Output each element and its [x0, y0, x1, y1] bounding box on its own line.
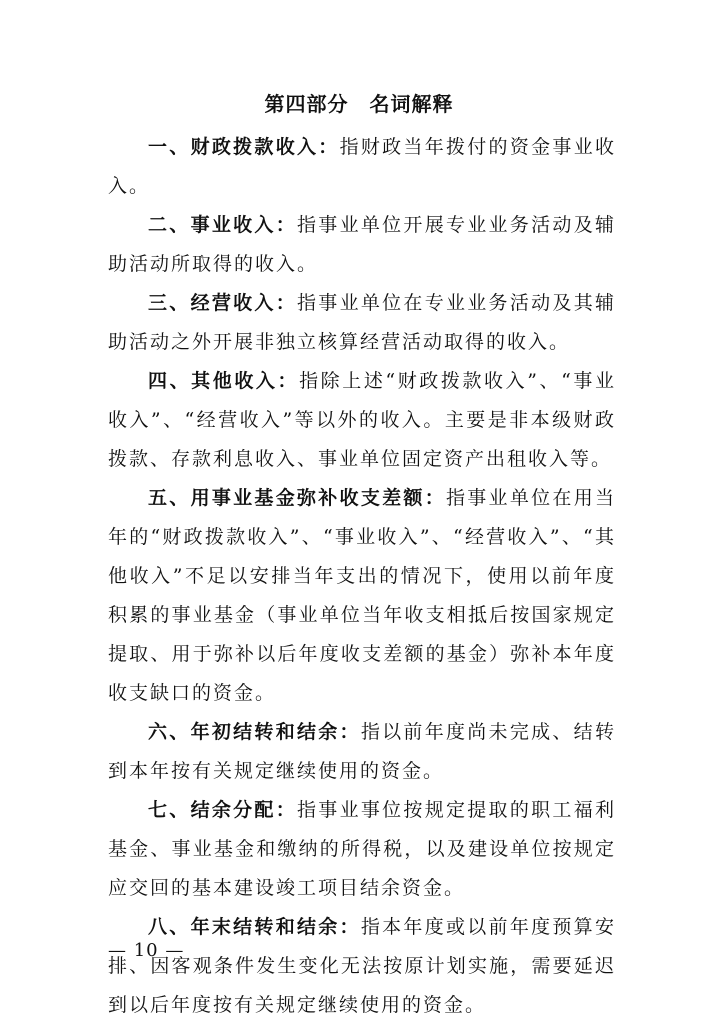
glossary-definition: 指事业单位开展专业业务活动及辅助活动所取得的收入。 [108, 214, 616, 275]
glossary-definition: 指事业单位在专业业务活动及其辅助活动之外开展非独立核算经营活动取得的收入。 [108, 292, 616, 353]
glossary-term: 六、年初结转和结余： [148, 721, 361, 743]
glossary-term: 四、其他收入： [148, 370, 300, 392]
page-title: 第四部分 名词解释 [264, 92, 454, 116]
glossary-term: 二、事业收入： [148, 214, 297, 236]
glossary-term: 三、经营收入： [148, 292, 297, 314]
glossary-term: 七、结余分配： [148, 799, 297, 821]
glossary-item [108, 284, 616, 362]
glossary-item [108, 128, 616, 206]
glossary-term: 八、年末结转和结余： [148, 916, 361, 938]
glossary-item [108, 362, 616, 479]
glossary-item [108, 479, 616, 713]
glossary-definition: 指事业单位在用当年的“财政拨款收入”、“事业收入”、“经营收入”、“其他收入”不足以安排当年支出的情况下，使用以前年度积累的事业基金（事业单位当年收支相抵后按国家规定提取、用于弥补以后年度收支差额的基金）弥补本年度收支缺口的资金。 [108, 487, 616, 704]
glossary-body [108, 128, 616, 1025]
page-number: — 10 — [108, 940, 185, 961]
glossary-item [108, 206, 616, 284]
glossary-term: 五、用事业基金弥补收支差额： [148, 487, 446, 509]
glossary-definition: 指事业事位按规定提取的职工福利基金、事业基金和缴纳的所得税，以及建设单位按规定应交回的基本建设竣工项目结余资金。 [108, 799, 616, 899]
glossary-term: 一、财政拨款收入： [148, 136, 340, 158]
glossary-definition: 指财政当年拨付的资金事业收入。 [108, 136, 616, 197]
glossary-definition: 指除上述“财政拨款收入”、“事业收入”、“经营收入”等以外的收入。主要是非本级财政拨款、存款利息收入、事业单位固定资产出租收入等。 [108, 370, 616, 470]
glossary-definition: 指本年度或以前年度预算安排、因客观条件发生变化无法按原计划实施，需要延迟到以后年度按有关规定继续使用的资金。 [108, 916, 616, 1016]
glossary-item [108, 908, 616, 1025]
glossary-item [108, 791, 616, 908]
glossary-definition: 指以前年度尚未完成、结转到本年按有关规定继续使用的资金。 [108, 721, 616, 782]
glossary-item [108, 713, 616, 791]
